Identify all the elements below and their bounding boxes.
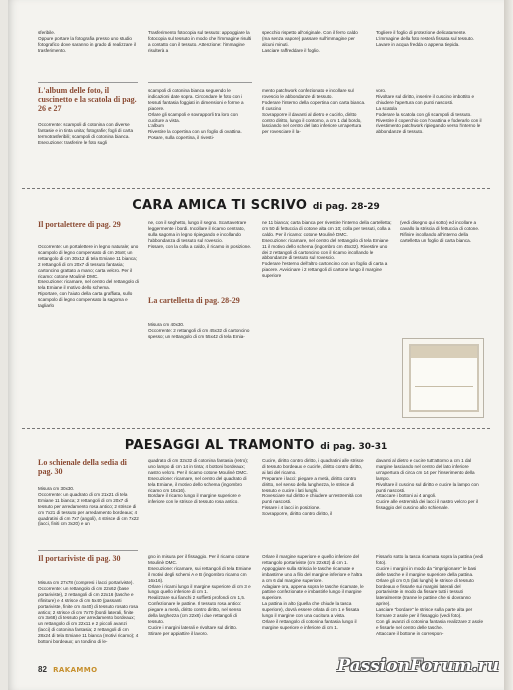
section-divider bbox=[22, 188, 490, 189]
page-number: 82 bbox=[38, 665, 47, 674]
portariviste-col-4: Fissarlo sotto la tasca ricamata sopra la pattina (vedi foto). Cucire i margini in modo da "imprigionare" le basi delle tasche e il margine superiore della pattina. Orlare gli cm 0,5 (lati lunghi) le strisce di tessuto bordeaux e fissarle sui margini laterali del portariviste in modo da fissare tutti i tessuti lateralmente (tranne le pattine che si dovranno aprire). Lasciare "bordare" le strisce sulla parte alta per formare 2 asole per il fissaggio (vedi foto). Con gli avanzi di cotonina fantasia realizzare 2 asole e fissarle nel centro delle tasche. Attaccare il bottone in correspon- bbox=[376, 554, 484, 636]
magazine-logo: RAKAMMO bbox=[53, 666, 98, 674]
portariviste-title-text: Il portariviste di bbox=[38, 554, 94, 563]
portalettere-col-3: ne 11 bianca; carta bianca per rivestire l'interno della cartelletta; cm 50 di fettuccia di cotone alta cm 10; colla per tessuti, colla a caldo. Per il ricamo: cotone Moulinè DMC. Esecuzione: ricamare, nel centro del rettangolo di tela Emiane 11 il motivo dello schema (ingombro cm 45x32). Rivestire uno dei 2 rettangoli di cartoncino con il ricamo incollando le abbondanze di tessuto sul rovescio. Foderare l'esterno dell'altro cartoncino con un foglio di carta a piacere. Avvicinare i 2 rettangoli di cartone lungo il margine superiore bbox=[262, 220, 392, 279]
schienale-title bbox=[38, 458, 142, 484]
banner-page-ref: di pag. 28-29 bbox=[312, 202, 380, 212]
portalettere-title bbox=[38, 220, 142, 244]
portalettere-title-text: Il portalettere di bbox=[38, 220, 95, 229]
schienale-col-4: davanti al dietro e cucire tutt'attorno a cm 1 dal margine lasciando nel centro del lato inferiore un'apertura di circa cm 14 per l'inserimento della lampo. Rivoltare il cuscino sul diritto e cucire la lampo con punti nascosti. Attaccare i bottoni ai 4 angoli. Cucire alle estremità dei lacci il nastro velcro per il fissaggio del cuscino allo schienale. bbox=[376, 458, 479, 511]
page-footer bbox=[38, 665, 97, 674]
banner-paesaggi bbox=[22, 434, 490, 453]
cartelletta-drawing bbox=[402, 338, 484, 418]
portalettere-col-2: ne, con il seghetto, lungo il segno. Scartavetrare leggermente i bordi. Incollare il ricamo centrato, sulla sagoma in legno ripiegando e incollando l'abbondanza di tessuto sul rovescio. Fissare, con la colla a caldo, il ricamo in posizione. bbox=[148, 220, 252, 249]
drawing-pocket bbox=[415, 386, 473, 406]
cartelletta-page-ref: pag. 28-29 bbox=[204, 296, 240, 305]
banner-page-ref: di pag. 30-31 bbox=[320, 442, 388, 452]
portalettere-col-4: (vedi disegno qui sotto) ed incollare a cavallo la striscia di fettuccia di cotone. Rifinire incollando all'interno della cartelletta un foglio di carta bianca. bbox=[400, 220, 480, 243]
schienale-col-1: Misura cm 30x30. Occorrente: un quadrato di cm 21x21 di tela Emiane 11 bianca; 2 rettangoli di cm 20x7 di tessuto per arredamento rosa antico; 2 strisce di cm 7x21 di tessuto per arredamento bordeaux; 4 quadratini di cm 7x7 (angoli), 4 strisce di cm 7x22 (lacci, finiti cm 3x20) e un bbox=[38, 486, 139, 527]
watermark: PassionForum.ru bbox=[337, 656, 499, 676]
intro-col-2: Trasferimento fotocopia sul tessuto: appoggiare la fotocopia sul tessuto in modo che l'immagine risulti a contatto con il tessuto. Attenzione: l'immagine risulterà a bbox=[148, 30, 252, 53]
album-col-4: voro. Rivoltare sul diritto, inserire il cuscino imbottito e chiudere l'apertura con punti nascosti. La scatola Foderare la scatola con gli scampoli di tessuto. Rivestire il coperchio con l'ovattina e foderarlo con il rivestimento patchwork ripiegando verso l'interno le abbondanze di tessuto. bbox=[376, 88, 482, 135]
rule bbox=[38, 550, 138, 551]
intro-col-3: specchio rispetto all'originale. Con il ferro caldo (ma senza vapore) passare sull'immagine per alcuni minuti. Lasciare raffreddare il foglio. bbox=[262, 30, 358, 53]
cartelletta-title bbox=[148, 296, 252, 320]
album-title bbox=[38, 86, 142, 120]
schienale-col-3: Cucire, diritto contro diritto, i quadratini alle strisce di tessuto bordeaux e cucirle, diritto contro diritto, ai lati del ricamo. Preparare i lacci: piegare a metà, diritto contro diritto, nel senso della lunghezza, le strisce di tessuto e cucire i lati lunghi. Rovesciare sul diritto e chiudere un'estremità con punti nascosti. Fissare i 4 lacci in posizione. Sovrapporre, diritto contro diritto, il bbox=[262, 458, 364, 517]
album-title-text: L'album delle foto, il cuscinetto e la scatola di bbox=[38, 86, 121, 104]
portariviste-col-3: Orlare il margine superiore e quello inferiore del rettangolo portariviste (cm 22x62) di cm 1. Appoggiare sulla striscia le tasche ricamate e imbastirne uno a filo del margine inferiore e l'altra a cm 6 dal margine superiore. Adagiare ora, appena sopra le tasche ricamate, le pattine confezionate e imbastirle lungo il margine superiore. La pattina in alto (quella che chiude la tasca superiore), dovrà essere orlata di cm 1 e fissata lungo il margine con una cucitura a vista. Orlare il rettangolo di cotonina fantasia lungo il margine superiore e inferiore di cm 1. bbox=[262, 554, 364, 630]
rule bbox=[148, 82, 252, 83]
portalettere-col-1: Occorrente: un portalettere in legno naturale; uno scampolo di legno compensato di cm 26x8; un rettangolo di cm 30x12 di tela Emiane 11 bianca; 2 rettangoli di cm 20x7 di tessuto fantasia; cartoncino grattato a mano; carta velcro. Per il ricamo: cotone Moulinè DMC. Esecuzione: ricamare, nel centro del rettangolo di tela Emiane il motivo dello schema. Riportare, con l'aiuto della carta graffiata, sullo scampolo di legno compensato la sagoma e tagliarlo bbox=[38, 244, 139, 309]
portariviste-title bbox=[38, 554, 142, 578]
album-col-2: scampoli di cotonina bianca seguendo le indicazioni date sopra. Circondare le foto con i tessuti fantasia foggiati in dimensioni e forme a piacere. Orlare gli scampoli e sovrapporli tra loro con cuciture a vista. L'album Rivestire la copertina con un foglio di ovattina. Posare, sulla copertina, il rivesti- bbox=[148, 88, 244, 141]
schienale-col-2: quadrato di cm 32x32 di cotonina fantasia (retro); uno lampo di cm 14 in tinta; 4 bottoni bordeaux; nastro velcro. Per il ricamo cotone Moulinè DMC. Esecuzione: ricamare, nel centro del quadrato di tela Emiane, il motivo dello schema (ingombro ricamo cm 16x16). Bordare il ricamo lungo il margine superiore e inferiore con le strisce di tessuto rosa antico. bbox=[148, 458, 249, 505]
rule bbox=[38, 82, 138, 83]
banner-title: PAESAGGI AL TRAMONTO bbox=[124, 438, 315, 453]
cartelletta-title-text: La cartelletta di bbox=[148, 296, 203, 305]
cartelletta-col-2: Misura cm 40x30. Occorrente: 2 rettangoli di cm 45x32 di cartoncino spesso; un rettangolo di cm 55x42 di tela Emia- bbox=[148, 322, 250, 339]
intro-col-1: sferibile. Oppure portare la fotografia presso uno studio fotografico dove saranno in grado di realizzare il trasferimento. bbox=[38, 30, 136, 53]
album-page-ref: pag. 26 e 27 bbox=[38, 95, 137, 113]
drawing-frame bbox=[409, 344, 479, 412]
schienale-title-text: Lo schienale della sedia di bbox=[38, 458, 127, 467]
page-edge bbox=[504, 0, 513, 690]
drawing-ribbon bbox=[411, 346, 477, 358]
portariviste-col-2: gno in misura per il fissaggio. Per il ricamo cotone Moulinè DMC. Esecuzione: ricamare, sui rettangoli di tela Emiane il motivi degli schemi A e B (ingombro ricamo cm 16x16). Orlare i ricami lungo il margine superiore di cm 3 e lungo quello inferiore di cm 1. Realizzare sui fianchi 2 soffietti profondi cm 1,5. Confezionare le pattine. Il tessuto rosa antico: piegare a metà, diritto contro diritto, nel senso della larghezza (cm 22x8) i due rettangoli di tessuto. Cucire i margini laterali e rivoltare sul diritto. Stirare per appiattire il lavoro. bbox=[148, 554, 252, 636]
portariviste-col-1: Misura cm 27x78 (compresi i lacci portariviste). Occorrente: un rettangolo di cm 22x62 (base portariviste), 2 rettangoli di cm 22x16 (tasche e rifiniture) e 4 strisce di cm 5x40 (passanti portariviste, finite cm 4x40) di tessuto rosato rosa antico; 2 strisce di cm 7x70 (bordi laterali, finite cm 3x68) di tessuto per arredamento bordeaux; un rettangolo di cm 22x11 e 2 piccoli avanzi (lacci) di cotonina fantasia; 2 rettangoli di cm 28x24 di tela Emiane 11 bianca (motivi ricamo); 4 bottoni bordeaux; un tondino di le- bbox=[38, 580, 139, 645]
album-col-1: Occorrente: scampoli di cotonina con diverse fantasie e in tinta unita; fotografie; fogli di carta termotrasferibili; scampoli di cotonina bianca. Esecuzione: trasferire le foto sugli bbox=[38, 122, 133, 145]
album-col-3: mento patchwork confezionato e incollare sul rovescio le abbondanze di tessuto. Foderare l'interno della copertina con carta bianca. Il cuscino Sovrapporre il davanti al dietro e cucirlo, diritto contro diritto, lungo il contorno, a cm 1 dal bordo, lasciando nel centro del lato inferiore un'apertura per rovesciare il la- bbox=[262, 88, 366, 135]
intro-col-4: Togliere il foglio di protezione delicatamente. L'immagine della foto resterà fissata sul tessuto. Lavare in acqua fredda o appena tiepida. bbox=[376, 30, 474, 47]
banner-cara-amica bbox=[22, 194, 490, 213]
section-divider bbox=[22, 428, 490, 429]
schienale-page-ref: pag. 30 bbox=[38, 467, 63, 476]
portariviste-page-ref: pag. 30 bbox=[96, 554, 121, 563]
portalettere-page-ref: pag. 29 bbox=[96, 220, 121, 229]
banner-title: CARA AMICA TI SCRIVO bbox=[132, 198, 308, 213]
